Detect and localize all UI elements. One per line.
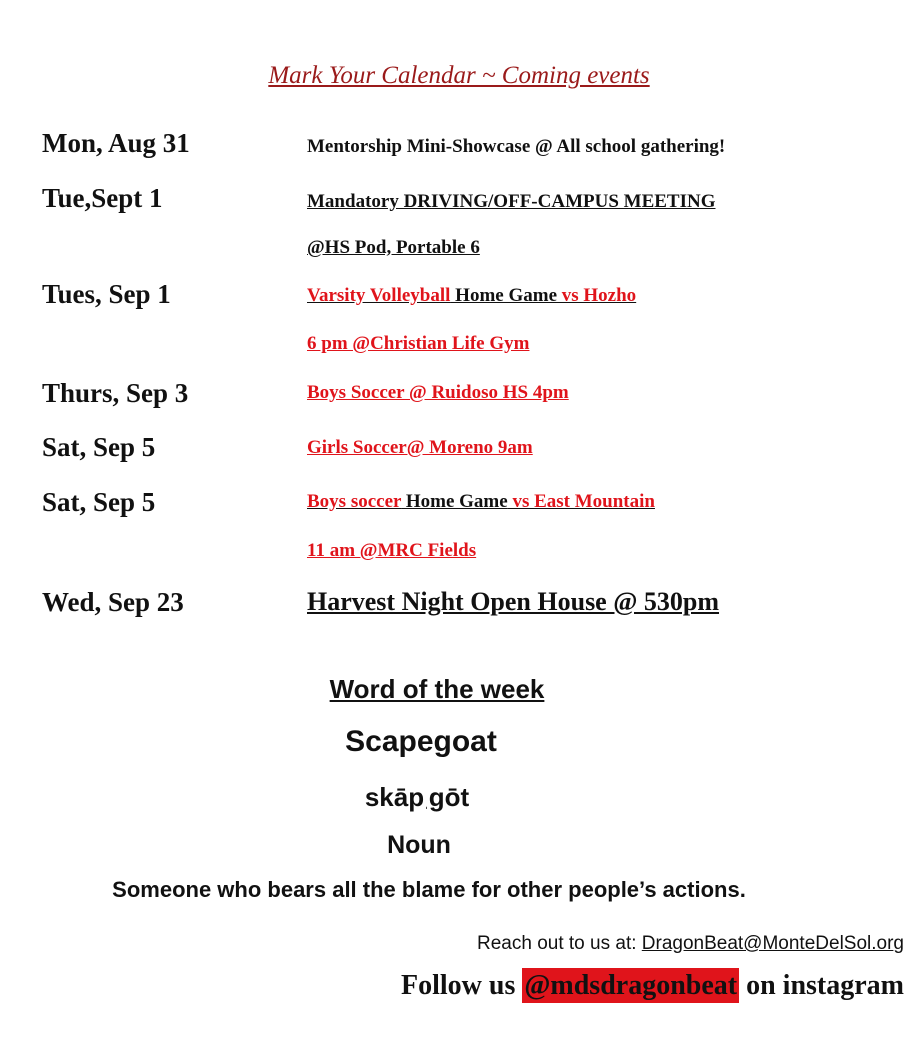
event-date: Tue,Sept 1 [42,183,163,213]
contact-line [477,933,904,955]
contact-prefix: Reach out to us at: [477,933,642,954]
event-date: Wed, Sep 23 [42,587,184,617]
event-date: Tues, Sep 1 [42,279,171,309]
instagram-handle[interactable]: @mdsdragonbeat [524,970,738,1001]
event-location: 6 pm @Christian Life Gym [307,333,530,354]
event-description: Boys Soccer @ Ruidoso HS 4pm [307,382,569,403]
event-description: Mandatory DRIVING/OFF-CAMPUS MEETING [307,191,716,212]
event-description [307,491,655,513]
word-of-week-heading: Word of the week [329,674,545,704]
word-definition: Someone who bears all the blame for other people’s actions. [112,877,746,902]
event-date: Thurs, Sep 3 [42,378,189,408]
event-team: Varsity Volleyball [307,285,451,306]
pronunciation-part: skāp [364,782,425,812]
event-date: Mon, Aug 31 [42,128,190,158]
event-date: Sat, Sep 5 [42,432,156,462]
word-pronunciation [0,782,876,813]
social-line [401,970,904,1002]
contact-email-suffix: g [893,933,904,954]
pronunciation-part: gōt [428,782,470,812]
event-location: 11 am @MRC Fields [307,540,477,561]
event-opponent: vs Hozho [557,285,637,306]
stress-mark: ˌ [424,793,429,809]
contact-email-link[interactable]: DragonBeat@MonteDelSol.or [641,933,894,954]
word-of-week-word: Scapegoat [345,725,497,758]
event-date: Sat, Sep 5 [42,487,156,517]
part-of-speech: Noun [387,831,451,859]
event-type: Home Game [450,285,557,306]
social-suffix: on instagram [739,970,904,1001]
event-team: Boys soccer [307,491,402,512]
page-title: Mark Your Calendar ~ Coming events [268,62,650,89]
event-opponent: vs East Mountain [507,491,655,512]
event-location: @HS Pod, Portable 6 [307,237,480,258]
social-prefix: Follow us [401,970,523,1001]
event-type: Home Game [401,491,508,512]
event-description [307,285,636,307]
event-description: Girls Soccer@ Moreno 9am [307,437,533,458]
event-description: Harvest Night Open House @ 530pm [307,587,720,616]
event-description: Mentorship Mini-Showcase @ All school gathering! [307,136,726,157]
